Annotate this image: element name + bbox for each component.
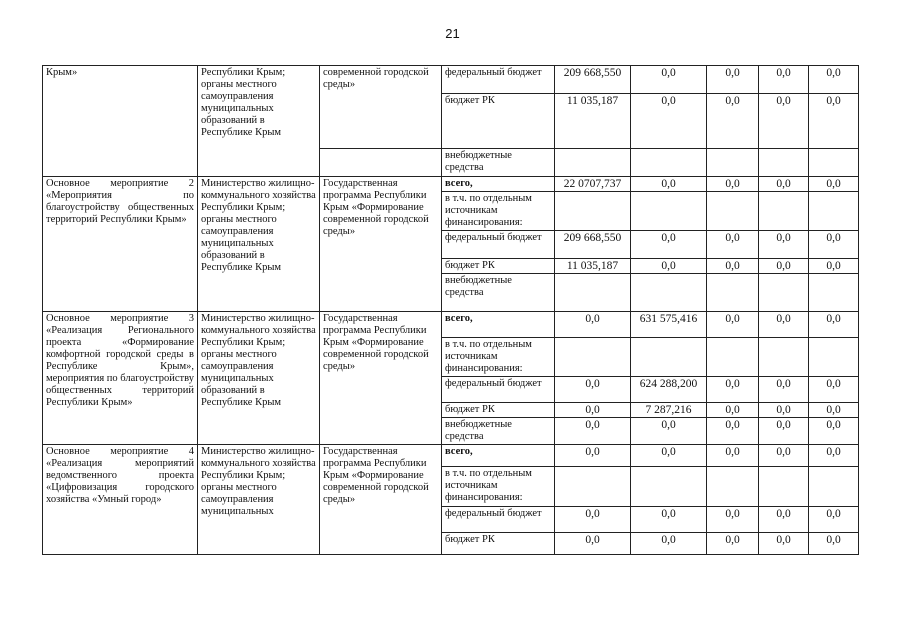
executor-cell: Министерство жилищно-коммунального хозяйства Республики Крым; органы местного самоуправления муниципальных образований в Республике Крым [198, 177, 320, 312]
program-cell: Государственная программа Республики Крым «Формирование современной городской среды» [320, 445, 442, 555]
measure-cell: Основное мероприятие 2 «Мероприятия по благоустройству общественных территорий Республики Крым» [43, 177, 198, 312]
value-cell [707, 338, 759, 377]
value-cell: 0,0 [759, 259, 809, 274]
value-cell: 0,0 [707, 418, 759, 445]
value-cell: 0,0 [631, 66, 707, 94]
value-cell [631, 274, 707, 312]
value-cell: 0,0 [759, 231, 809, 259]
value-cell [759, 274, 809, 312]
value-cell: 7 287,216 [631, 403, 707, 418]
value-cell: 0,0 [707, 94, 759, 149]
program-cell: Государственная программа Республики Крым «Формирование современной городской среды» [320, 177, 442, 312]
value-cell: 0,0 [555, 533, 631, 555]
value-cell: 0,0 [809, 445, 859, 467]
value-cell: 0,0 [631, 445, 707, 467]
value-cell [555, 338, 631, 377]
funding-source-cell: всего, [442, 177, 555, 192]
value-cell: 0,0 [809, 259, 859, 274]
value-cell: 11 035,187 [555, 259, 631, 274]
funding-source-cell: федеральный бюджет [442, 377, 555, 403]
value-cell: 0,0 [707, 231, 759, 259]
value-cell: 0,0 [631, 177, 707, 192]
value-cell: 0,0 [809, 312, 859, 338]
budget-table [42, 65, 859, 555]
value-cell [809, 467, 859, 507]
value-cell: 0,0 [809, 533, 859, 555]
value-cell: 0,0 [707, 177, 759, 192]
funding-source-cell: федеральный бюджет [442, 507, 555, 533]
funding-source-cell: в т.ч. по отдельным источникам финансирования: [442, 338, 555, 377]
value-cell: 0,0 [707, 533, 759, 555]
value-cell: 0,0 [631, 418, 707, 445]
value-cell: 0,0 [555, 377, 631, 403]
value-cell: 0,0 [809, 66, 859, 94]
value-cell: 0,0 [707, 445, 759, 467]
value-cell [555, 467, 631, 507]
value-cell [555, 274, 631, 312]
value-cell: 209 668,550 [555, 231, 631, 259]
value-cell: 624 288,200 [631, 377, 707, 403]
executor-cell: Министерство жилищно-коммунального хозяйства Республики Крым; органы местного самоуправления муниципальных образований в Республике Крым [198, 312, 320, 445]
value-cell: 0,0 [809, 403, 859, 418]
page-number: 21 [445, 26, 460, 41]
value-cell: 0,0 [707, 66, 759, 94]
value-cell: 0,0 [707, 259, 759, 274]
value-cell: 22 0707,737 [555, 177, 631, 192]
value-cell: 0,0 [759, 177, 809, 192]
value-cell [631, 149, 707, 177]
table-row [43, 445, 859, 467]
funding-source-cell: внебюджетные средства [442, 149, 555, 177]
funding-source-cell: бюджет РК [442, 403, 555, 418]
table-row [43, 312, 859, 338]
value-cell [809, 338, 859, 377]
value-cell: 0,0 [809, 377, 859, 403]
funding-source-cell: всего, [442, 312, 555, 338]
program-cell: современной городской среды» [320, 66, 442, 149]
value-cell: 0,0 [555, 445, 631, 467]
funding-source-cell: бюджет РК [442, 533, 555, 555]
value-cell: 0,0 [555, 312, 631, 338]
value-cell [809, 149, 859, 177]
value-cell: 0,0 [707, 377, 759, 403]
value-cell [555, 149, 631, 177]
value-cell [631, 338, 707, 377]
funding-source-cell: федеральный бюджет [442, 66, 555, 94]
executor-cell: Министерство жилищно-коммунального хозяйства Республики Крым; органы местного самоуправления муниципальных [198, 445, 320, 555]
value-cell: 0,0 [631, 533, 707, 555]
value-cell [707, 274, 759, 312]
measure-cell: Основное мероприятие 4 «Реализация мероприятий ведомственного проекта «Цифровизация городского хозяйства «Умный город» [43, 445, 198, 555]
value-cell: 0,0 [759, 445, 809, 467]
value-cell [707, 149, 759, 177]
value-cell: 0,0 [555, 403, 631, 418]
executor-cell: Республики Крым; органы местного самоуправления муниципальных образований в Республике Крым [198, 66, 320, 177]
value-cell: 0,0 [809, 507, 859, 533]
funding-source-cell: в т.ч. по отдельным источникам финансирования: [442, 192, 555, 231]
value-cell: 0,0 [759, 312, 809, 338]
value-cell [707, 467, 759, 507]
value-cell: 631 575,416 [631, 312, 707, 338]
value-cell [555, 192, 631, 231]
program-cell: Государственная программа Республики Крым «Формирование современной городской среды» [320, 312, 442, 445]
funding-source-cell: в т.ч. по отдельным источникам финансирования: [442, 467, 555, 507]
value-cell [809, 274, 859, 312]
funding-source-cell: федеральный бюджет [442, 231, 555, 259]
value-cell: 0,0 [759, 418, 809, 445]
value-cell [759, 192, 809, 231]
value-cell: 209 668,550 [555, 66, 631, 94]
value-cell: 0,0 [631, 231, 707, 259]
budget-table-body [43, 66, 859, 555]
program-cell [320, 149, 442, 177]
funding-source-cell: внебюджетные средства [442, 274, 555, 312]
value-cell [809, 192, 859, 231]
value-cell [759, 467, 809, 507]
value-cell: 0,0 [631, 94, 707, 149]
funding-source-cell: всего, [442, 445, 555, 467]
value-cell: 0,0 [759, 403, 809, 418]
value-cell: 0,0 [809, 177, 859, 192]
value-cell [759, 149, 809, 177]
value-cell [631, 467, 707, 507]
value-cell: 0,0 [809, 418, 859, 445]
table-row [43, 66, 859, 94]
measure-cell: Крым» [43, 66, 198, 177]
value-cell: 0,0 [759, 94, 809, 149]
measure-cell: Основное мероприятие 3 «Реализация Регионального проекта «Формирование комфортной городской среды в Республике Крым», мероприятия по благоустройству общественных территорий Республики Крым» [43, 312, 198, 445]
value-cell: 0,0 [707, 312, 759, 338]
value-cell: 0,0 [759, 533, 809, 555]
funding-source-cell: бюджет РК [442, 94, 555, 149]
value-cell [759, 338, 809, 377]
value-cell [631, 192, 707, 231]
value-cell: 0,0 [555, 507, 631, 533]
value-cell: 0,0 [707, 403, 759, 418]
value-cell: 0,0 [759, 66, 809, 94]
value-cell: 0,0 [631, 259, 707, 274]
value-cell: 0,0 [759, 377, 809, 403]
value-cell: 0,0 [809, 231, 859, 259]
value-cell [707, 192, 759, 231]
funding-source-cell: бюджет РК [442, 259, 555, 274]
value-cell: 0,0 [759, 507, 809, 533]
table-row [43, 177, 859, 192]
value-cell: 0,0 [555, 418, 631, 445]
value-cell: 0,0 [707, 507, 759, 533]
value-cell: 11 035,187 [555, 94, 631, 149]
value-cell: 0,0 [631, 507, 707, 533]
value-cell: 0,0 [809, 94, 859, 149]
funding-source-cell: внебюджетные средства [442, 418, 555, 445]
